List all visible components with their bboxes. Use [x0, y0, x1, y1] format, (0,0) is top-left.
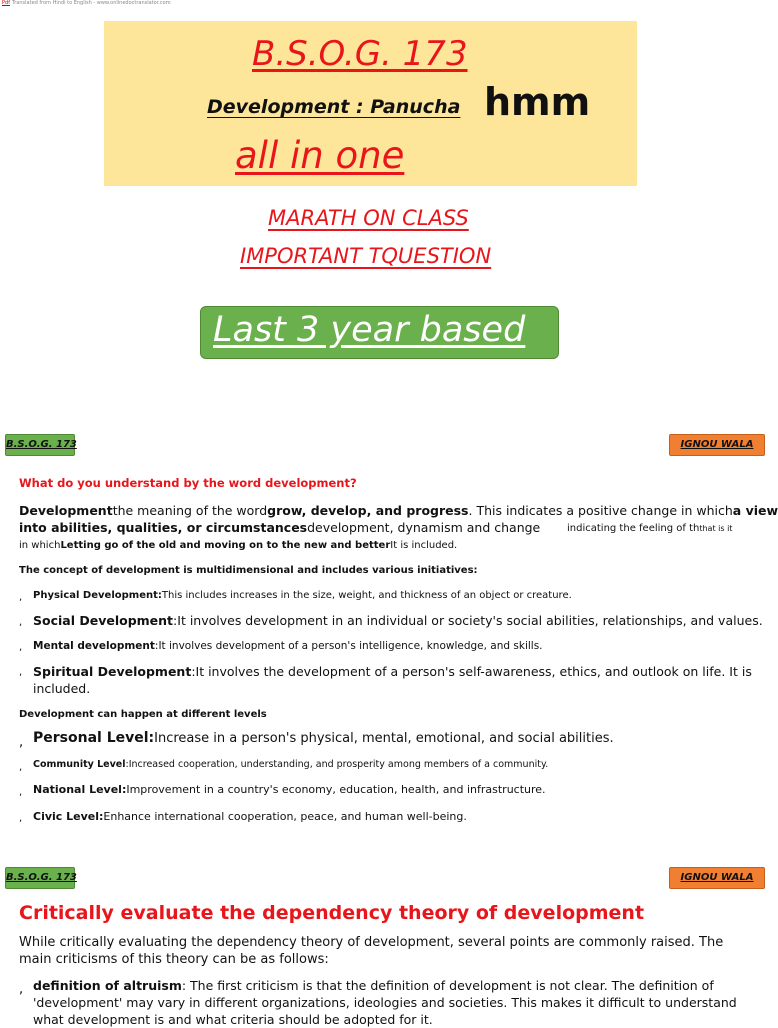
item-text: Enhance international cooperation, peace, and human well-being. [103, 810, 467, 823]
paragraph-line: While critically evaluating the dependency theory of development, several points are commonly raised. The [19, 935, 724, 950]
last-3-year-text: Last 3 year based [213, 310, 526, 350]
translation-note-text: Translated from Hindi to English - www.onlinedoctranslator.com [11, 0, 171, 6]
item-text: Improvement in a country's economy, education, health, and infrastructure. [126, 783, 546, 796]
question-title: Critically evaluate the dependency theory of development [19, 902, 645, 924]
paragraph-line: main criticisms of this theory can be as follows: [19, 952, 329, 967]
question-title: What do you understand by the word development? [19, 476, 357, 490]
item-text: :It involves development in an individual or society's social abilities, relationships, and values. [173, 613, 763, 628]
list-item-continuation: 'development' may vary in different organizations, ideologies and societies. This makes it difficult to understand [33, 995, 737, 1010]
item-label: Physical Development: [33, 590, 162, 601]
ignou-wala-badge: IGNOU WALA [669, 867, 765, 889]
cover-subtitle-large: hmm [484, 80, 591, 124]
course-badge: B.S.O.G. 173 [5, 867, 75, 889]
text: in which [19, 540, 61, 551]
course-badge: B.S.O.G. 173 [5, 434, 75, 456]
all-in-one-heading: all in one [235, 134, 405, 177]
term: Letting go of the old and moving on to the new and better [60, 540, 391, 551]
item-text: : The first criticism is that the definition of development is not clear. The definition of [181, 978, 714, 993]
item-text: Increase in a person's physical, mental, emotional, and social abilities. [154, 731, 614, 746]
bullet: , [19, 667, 23, 678]
important-heading: IMPORTANT TQUESTION [240, 244, 492, 268]
term: grow, develop, and progress [267, 503, 469, 518]
item-label: Personal Level: [33, 730, 155, 746]
item-text: This includes increases in the size, weight, and thickness of an object or creature. [161, 590, 572, 601]
bullet: , [19, 617, 23, 628]
bullet: , [19, 642, 23, 653]
bullet: , [19, 735, 24, 750]
bullet: , [19, 592, 23, 603]
item-text: :Increased cooperation, understanding, and prosperity among members of a community. [125, 759, 549, 770]
term: a view [732, 503, 778, 518]
bullet: , [19, 762, 23, 773]
item-label: Mental development [33, 640, 155, 652]
bullet: , [19, 982, 24, 997]
text: development, dynamism and change [307, 520, 541, 535]
paragraph-fragment [567, 523, 732, 534]
list-item [33, 612, 763, 629]
list-item [33, 663, 752, 680]
ignou-wala-badge: IGNOU WALA [669, 434, 765, 456]
item-label: definition of altruism [33, 978, 182, 993]
item-label: Community Level [33, 759, 126, 770]
list-item [33, 783, 546, 796]
paragraph-line [19, 502, 778, 519]
item-text: :It involves the development of a person's self-awareness, ethics, and outlook on life. It is [191, 664, 752, 679]
term: into abilities, qualities, or circumstances [19, 520, 308, 535]
list-item [33, 810, 467, 823]
list-item [33, 640, 543, 652]
item-text: :It involves development of a person's intelligence, knowledge, and skills. [154, 640, 543, 652]
list-item-continuation: what development is and what criteria should be adopted for it. [33, 1012, 433, 1027]
bullet: , [19, 813, 23, 824]
text: It is included. [390, 540, 458, 551]
item-label: National Level: [33, 783, 127, 796]
levels-heading: Development can happen at different levels [19, 709, 267, 720]
item-label: Civic Level: [33, 810, 104, 823]
translation-note [2, 0, 171, 6]
course-code: B.S.O.G. 173 [252, 34, 468, 74]
text: indicating the feeling of th [567, 523, 700, 534]
list-item [33, 730, 614, 746]
cover-subtitle: Development : Panucha [207, 96, 461, 118]
text: that is it [699, 524, 733, 533]
text: the meaning of the word [112, 503, 268, 518]
marathon-heading: MARATH ON CLASS [268, 206, 469, 230]
paragraph-line [19, 519, 540, 536]
pdf-link[interactable]: Pdf [2, 0, 10, 6]
list-item [33, 759, 548, 770]
item-label: Social Development [33, 613, 174, 628]
paragraph-line [19, 540, 457, 551]
bullet: , [19, 787, 23, 798]
term: Development [19, 503, 113, 518]
item-label: Spiritual Development [33, 664, 192, 679]
list-item-continuation: included. [33, 681, 91, 696]
text: . This indicates a positive change in which [468, 503, 733, 518]
list-item [33, 977, 714, 994]
concept-heading: The concept of development is multidimensional and includes various initiatives: [19, 565, 478, 576]
list-item [33, 590, 572, 601]
